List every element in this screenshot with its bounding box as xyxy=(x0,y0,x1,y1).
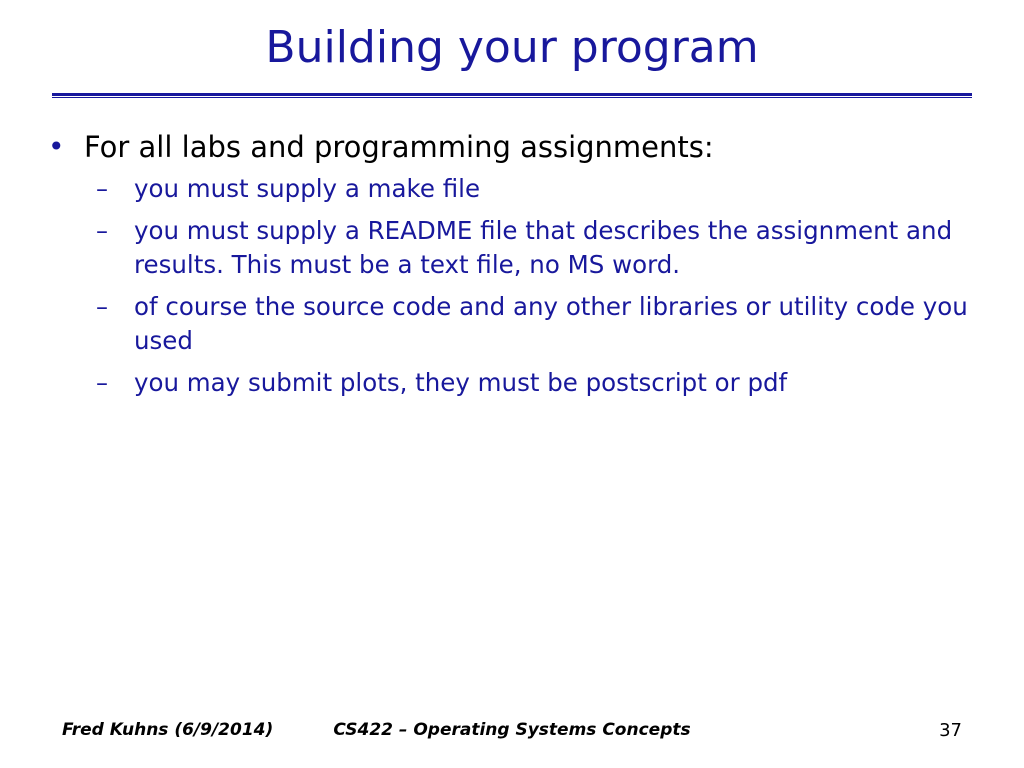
bullet-item-level2 xyxy=(40,366,990,400)
dash-marker: – xyxy=(96,175,108,203)
slide-body xyxy=(40,128,990,408)
bullet-item-level2 xyxy=(40,214,990,282)
footer-page-number: 37 xyxy=(939,720,962,741)
bullet-text: you must supply a make file xyxy=(134,174,481,203)
bullet-marker: • xyxy=(48,130,65,163)
page-title: Building your program xyxy=(265,22,759,73)
slide-footer xyxy=(0,720,1024,750)
dash-marker: – xyxy=(96,369,108,397)
bullet-text: you must supply a README file that describes the assignment and results. This must be a text file, no MS word. xyxy=(134,216,953,279)
bullet-item-level2 xyxy=(40,290,990,358)
bullet-text: of course the source code and any other libraries or utility code you used xyxy=(134,292,968,355)
dash-marker: – xyxy=(96,217,108,245)
bullet-item-level1 xyxy=(40,128,990,166)
title-divider xyxy=(52,93,972,98)
bullet-text: you may submit plots, they must be postscript or pdf xyxy=(134,368,788,397)
footer-course: CS422 – Operating Systems Concepts xyxy=(333,720,691,740)
footer-author: Fred Kuhns (6/9/2014) xyxy=(62,720,274,740)
bullet-text: For all labs and programming assignments: xyxy=(84,130,714,164)
bullet-item-level2 xyxy=(40,172,990,206)
dash-marker: – xyxy=(96,293,108,321)
